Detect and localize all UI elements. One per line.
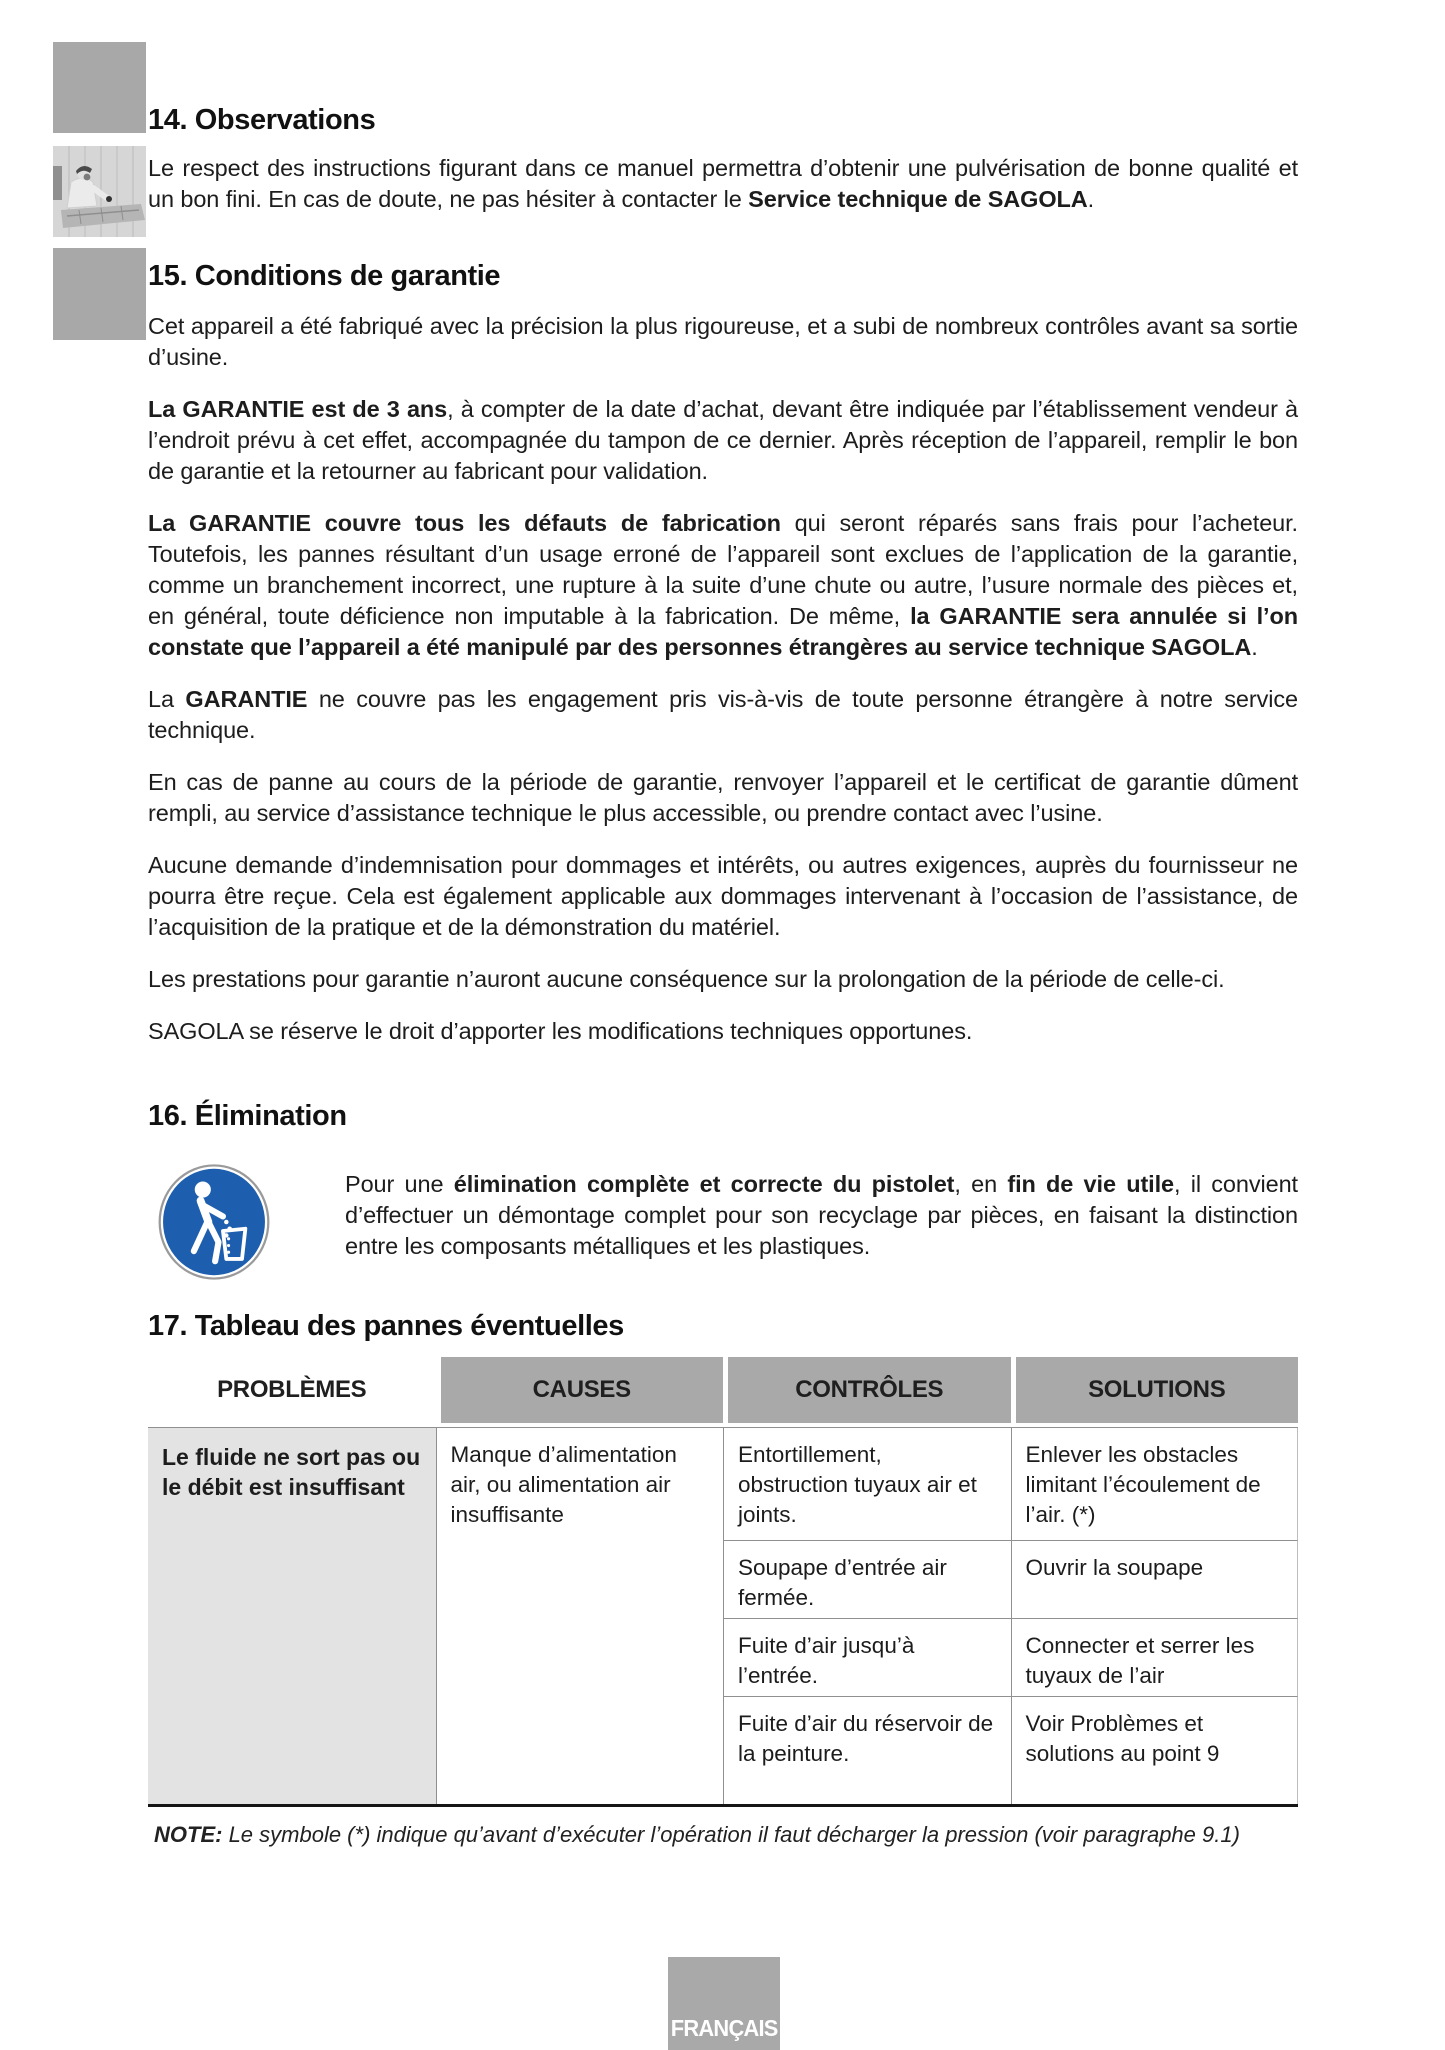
solution-cell: Ouvrir la soupape [1011,1540,1299,1618]
operator-photo [53,146,146,237]
warranty-paragraph: Les prestations pour garantie n’auront aucune conséquence sur la prolongation de la période de celle-ci. [148,966,1225,992]
problem-cell: Le fluide ne sort pas ou le débit est insuffisant [148,1428,436,1804]
header-causes: CAUSES [436,1357,724,1423]
warranty-paragraph: Cet appareil a été fabriqué avec la précision la plus rigoureuse, et a subi de nombreux contrôles avant sa sortie d’usine. [148,313,1298,370]
controle-cell: Soupape d’entrée air fermée. [723,1540,1011,1618]
header-problemes: PROBLÈMES [217,1376,367,1403]
solution-cell: Voir Problèmes et solutions au point 9 [1011,1696,1299,1804]
language-badge-label: FRANÇAIS [670,2015,778,2041]
solution-cell: Connecter et serrer les tuyaux de l’air [1011,1618,1299,1696]
header-controles: CONTRÔLES [723,1357,1011,1423]
section-14-paragraph: Le respect des instructions figurant dans ce manuel permettra d’obtenir une pulvérisation de bonne qualité et un bon fini. En cas de doute, ne pas hésiter à contacter le Service technique de SAGOLA. [148,155,1298,212]
warranty-paragraph: Aucune demande d’indemnisation pour dommages et intérêts, ou autres exigences, auprès du fournisseur ne pourra être reçue. Cela est également applicable aux dommages intervenant à l’occasion de l’assistance, de l’acquisition de la pratique et de la démonstration du matériel. [148,852,1298,940]
language-badge-francais [668,1957,780,2050]
warranty-paragraph: SAGOLA se réserve le droit d’apporter les modifications techniques opportunes. [148,1018,973,1044]
solution-cell: Enlever les obstacles limitant l’écoulement de l’air. (*) [1011,1428,1299,1540]
decoration-block-bottom [53,248,146,340]
section-15-heading: 15. Conditions de garantie [148,260,501,292]
warranty-paragraph: En cas de panne au cours de la période de garantie, renvoyer l’appareil et le certificat de garantie dûment rempli, au service d’assistance technique le plus accessible, ou prendre contact avec l’usine. [148,769,1298,826]
header-solutions: SOLUTIONS [1011,1357,1299,1423]
warranty-paragraph: La GARANTIE ne couvre pas les engagement pris vis-à-vis de toute personne étrangère à notre service technique. [148,686,1298,743]
page-content [148,103,1298,1849]
decoration-block-top [53,42,146,133]
cause-cell: Manque d’alimentation air, ou alimentation air insuffisante [436,1428,724,1804]
disposal-paragraph: Pour une élimination complète et correcte du pistolet, en fin de vie utile, il convient d’effectuer un démontage complet pour son recyclage par pièces, en faisant la distinction entre les composants métalliques et les plastiques. [345,1171,1298,1259]
controle-cell: Entortillement, obstruction tuyaux air et joints. [723,1428,1011,1540]
warranty-paragraph: La GARANTIE est de 3 ans, à compter de la date d’achat, devant être indiquée par l’établissement vendeur à l’endroit prévu à cet effet, accompagnée du tampon de ce dernier. Après réception de l’appareil, remplir le bon de garantie et la retourner au fabricant pour validation. [148,396,1298,484]
section-14-heading: 14. Observations [148,104,376,136]
section-17-heading: 17. Tableau des pannes éventuelles [148,1310,624,1342]
solutions-column [1011,1428,1299,1804]
table-body [148,1427,1298,1807]
controle-cell: Fuite d’air du réservoir de la peinture. [723,1696,1011,1804]
table-header-row [148,1357,1298,1423]
troubleshooting-table [148,1357,1298,1807]
table-note: NOTE: Le symbole (*) indique qu’avant d’exécuter l’opération il faut décharger la pression (voir paragraphe 9.1) [154,1822,1240,1847]
disposal-icon [158,1163,270,1281]
section-16-heading: 16. Élimination [148,1100,347,1132]
disposal-row [148,1163,1298,1281]
warranty-paragraph: La GARANTIE couvre tous les défauts de fabrication qui seront réparés sans frais pour l’acheteur. Toutefois, les pannes résultant d’un usage erroné de l’appareil sont exclues de l’application de la garantie, comme un branchement incorrect, une rupture à la suite d’une chute ou autre, l’usure normale des pièces et, en général, toute déficience non imputable à la fabrication. De même, la GARANTIE sera annulée si l’on constate que l’appareil a été manipulé par des personnes étrangères au service technique SAGOLA. [148,510,1298,660]
controles-column [723,1428,1011,1804]
controle-cell: Fuite d’air jusqu’à l’entrée. [723,1618,1011,1696]
